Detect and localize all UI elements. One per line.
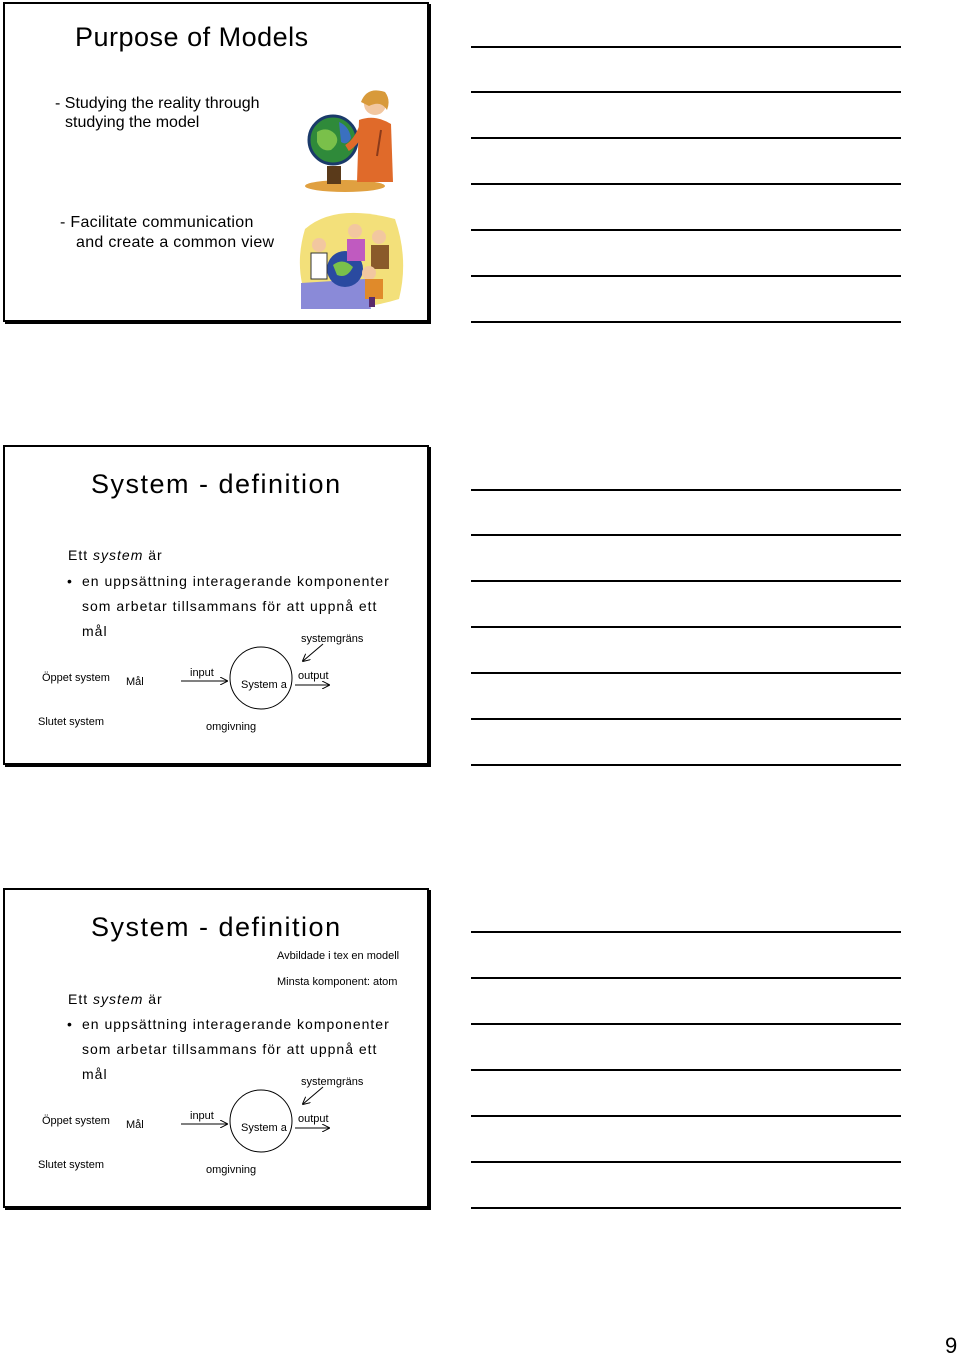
note-line — [471, 229, 901, 231]
note-line — [471, 1207, 901, 1209]
open-system-label: Öppet system — [42, 1115, 110, 1127]
system-circle — [230, 1090, 292, 1152]
note-line — [471, 489, 901, 491]
boundary-arrow — [303, 1087, 323, 1104]
bullet-line-3: mål — [82, 1066, 108, 1082]
note-line — [471, 534, 901, 536]
note-line — [471, 1023, 901, 1025]
bullet-line-1: en uppsättning interagerande komponenter — [82, 1016, 390, 1032]
open-system-label: Öppet system — [42, 672, 110, 684]
point-1-line-1: - Studying the reality through — [55, 95, 260, 112]
boundary-arrow — [303, 644, 323, 661]
note-line — [471, 977, 901, 979]
closed-system-label: Slutet system — [38, 716, 105, 728]
note-line — [471, 931, 901, 933]
note-line — [471, 321, 901, 323]
note-line — [471, 91, 901, 93]
intro-prefix: Ett — [68, 991, 94, 1007]
closed-system-label: Slutet system — [38, 1159, 105, 1171]
output-label: output — [298, 1113, 329, 1125]
note-line — [471, 1115, 901, 1117]
system-label: System a — [241, 679, 287, 691]
point-1-line-2: studying the model — [65, 114, 200, 131]
slide-system-definition-annotated — [3, 888, 429, 1208]
goal-label: Mål — [126, 676, 144, 688]
bullet-line-2: som arbetar tillsammans för att uppnå ett — [82, 598, 378, 614]
note-line — [471, 275, 901, 277]
bullet-line-3: mål — [82, 623, 108, 639]
input-label: input — [190, 1110, 214, 1122]
intro-suffix: är — [143, 547, 163, 563]
team-meeting-clipart — [295, 209, 407, 311]
note-line — [471, 580, 901, 582]
bullet-line-2: som arbetar tillsammans för att uppnå ett — [82, 1041, 378, 1057]
boundary-label: systemgräns — [301, 633, 364, 645]
note-line — [471, 183, 901, 185]
slide-purpose-of-models — [3, 2, 429, 322]
teacher-globe-clipart — [297, 86, 397, 194]
modeled-note: Avbildade i tex en modell — [277, 950, 400, 962]
slide-system-definition — [3, 445, 429, 765]
input-label: input — [190, 667, 214, 679]
intro-suffix: är — [143, 991, 163, 1007]
output-label: output — [298, 670, 329, 682]
slide-title: Purpose of Models — [75, 22, 309, 52]
note-line — [471, 672, 901, 674]
system-label: System a — [241, 1122, 287, 1134]
boundary-label: systemgräns — [301, 1076, 364, 1088]
bullet-marker: • — [67, 573, 73, 589]
note-line — [471, 764, 901, 766]
note-line — [471, 137, 901, 139]
intro-italic: system — [93, 991, 144, 1007]
point-2-line-2: and create a common view — [76, 234, 275, 251]
note-line — [471, 46, 901, 48]
system-circle — [230, 647, 292, 709]
goal-label: Mål — [126, 1119, 144, 1131]
page-number: 9 — [945, 1333, 958, 1358]
bullet-marker: • — [67, 1016, 73, 1032]
bullet-line-1: en uppsättning interagerande komponenter — [82, 573, 390, 589]
note-line — [471, 1161, 901, 1163]
intro-italic: system — [93, 547, 144, 563]
slide-title: System - definition — [91, 469, 342, 499]
note-line — [471, 626, 901, 628]
slide-title: System - definition — [91, 912, 342, 942]
note-line — [471, 718, 901, 720]
environment-label: omgivning — [206, 721, 257, 733]
note-line — [471, 1069, 901, 1071]
point-2-line-1: - Facilitate communication — [60, 214, 254, 231]
environment-label: omgivning — [206, 1164, 257, 1176]
intro-prefix: Ett — [68, 547, 94, 563]
smallest-component-note: Minsta komponent: atom — [277, 976, 398, 988]
